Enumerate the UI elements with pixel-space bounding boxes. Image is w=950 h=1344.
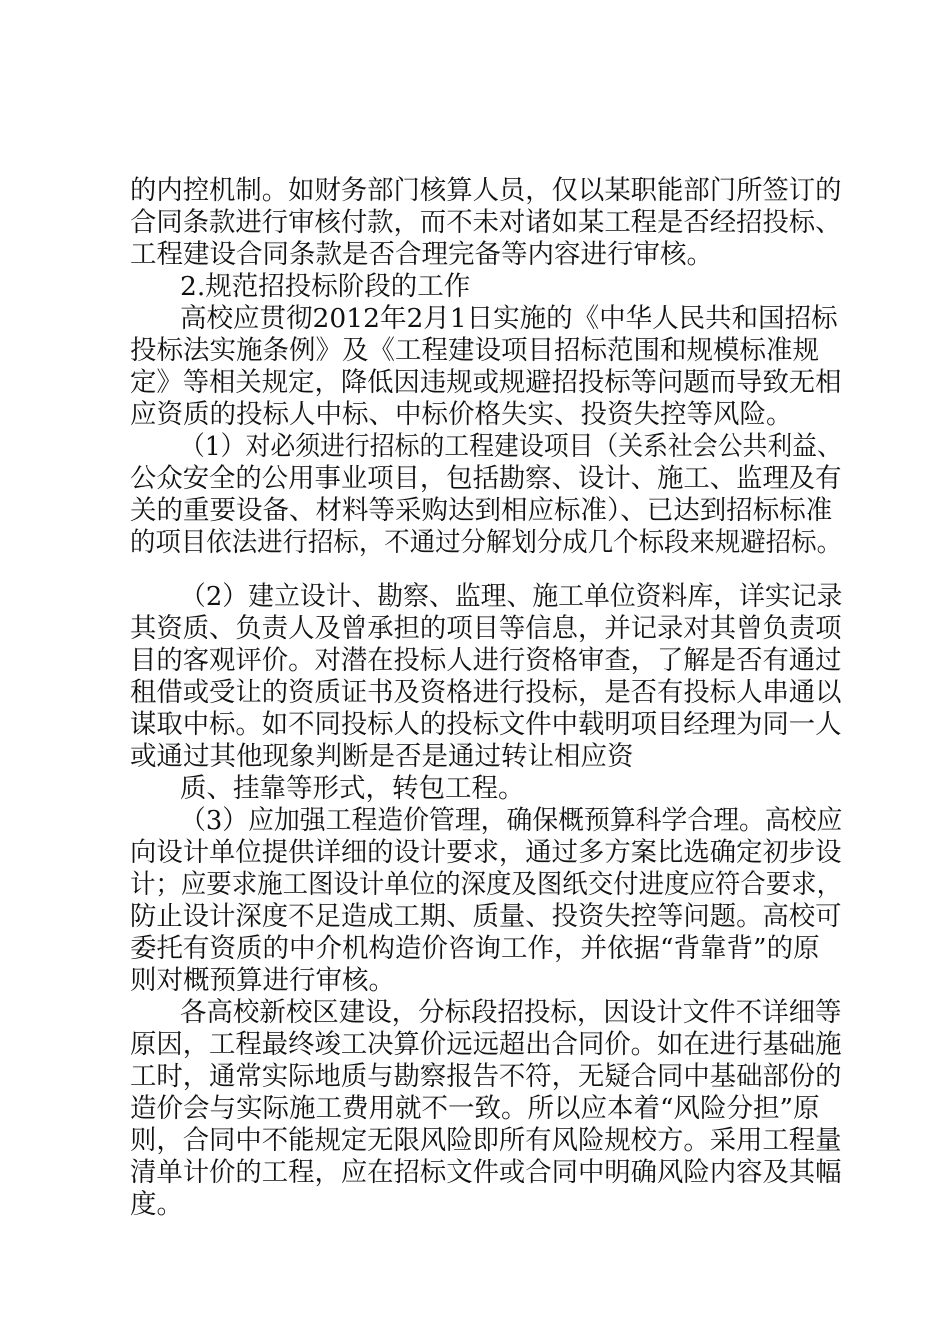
text-line: 各高校新校区建设，分标段招投标，因设计文件不详细等 [180, 997, 842, 1028]
text-line: 质、挂靠等形式，转包工程。 [180, 773, 525, 804]
text-line: （2）建立设计、勘察、监理、施工单位资料库，详实记录 [180, 581, 843, 612]
text-line: 则对概预算进行审核。 [130, 965, 395, 996]
section-heading: 2.规范招投标阶段的工作 [180, 271, 471, 302]
text-line: 防止设计深度不足造成工期、质量、投资失控等问题。高校可 [130, 901, 842, 932]
text-line: 公众安全的公用事业项目，包括勘察、设计、施工、监理及有 [130, 463, 842, 494]
text-line: 谋取中标。如不同投标人的投标文件中载明项目经理为同一人 [130, 709, 842, 740]
text-line: 关的重要设备、材料等采购达到相应标准）、已达到招标标准 [130, 495, 833, 526]
text-line: 或通过其他现象判断是否是通过转让相应资 [130, 741, 634, 772]
text-line: 投标法实施条例》及《工程建设项目招标范围和规模标准规 [130, 335, 819, 366]
text-line: （1）对必须进行招标的工程建设项目（关系社会公共利益、 [180, 431, 842, 462]
text-line: 则，合同中不能规定无限风险即所有风险规校方。采用工程量 [130, 1125, 842, 1156]
text-line: 清单计价的工程，应在招标文件或合同中明确风险内容及其幅 [130, 1157, 842, 1188]
text-line: 租借或受让的资质证书及资格进行投标，是否有投标人串通以 [130, 677, 842, 708]
text-line: 的内控机制。如财务部门核算人员，仅以某职能部门所签订的 [130, 175, 842, 206]
text-line: 工时，通常实际地质与勘察报告不符，无疑合同中基础部份的 [130, 1061, 842, 1092]
text-line: 向设计单位提供详细的设计要求，通过多方案比选确定初步设 [130, 837, 842, 868]
text-line: 计；应要求施工图设计单位的深度及图纸交付进度应符合要求， [130, 869, 843, 900]
text-line: 的项目依法进行招标，不通过分解划分成几个标段来规避招标。 [130, 527, 843, 558]
text-line: 委托有资质的中介机构造价咨询工作，并依据“背靠背”的原 [130, 933, 820, 964]
text-line: 合同条款进行审核付款，而不未对诸如某工程是否经招投标、 [130, 207, 842, 238]
text-line: 原因，工程最终竣工决算价远远超出合同价。如在进行基础施 [130, 1029, 842, 1060]
text-line: 工程建设合同条款是否合理完备等内容进行审核。 [130, 239, 713, 270]
text-line: 应资质的投标人中标、中标价格失实、投资失控等风险。 [130, 399, 793, 430]
text-line: 其资质、负责人及曾承担的项目等信息，并记录对其曾负责项 [130, 613, 842, 644]
text-line: 度。 [130, 1189, 183, 1220]
text-line: 造价会与实际施工费用就不一致。所以应本着“风险分担”原 [130, 1093, 820, 1124]
text-line: 高校应贯彻2012年2月1日实施的《中华人民共和国招标 [180, 303, 838, 334]
text-line: 定》等相关规定，降低因违规或规避招投标等问题而导致无相 [130, 367, 842, 398]
text-line: 目的客观评价。对潜在投标人进行资格审查，了解是否有通过 [130, 645, 842, 676]
text-line: （3）应加强工程造价管理，确保概预算科学合理。高校应 [180, 805, 843, 836]
